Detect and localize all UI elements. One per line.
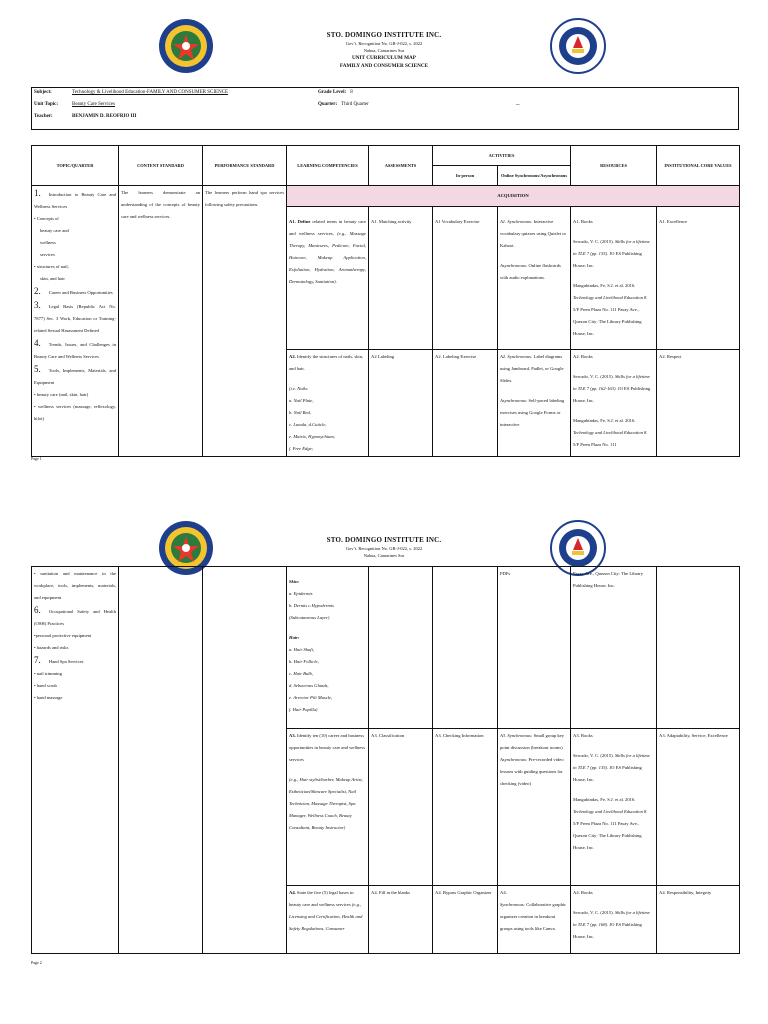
topic-item: Legal Basis (Republic Act No. 7877) Sec. 3 Work, Education or Training-related Sexual Harassment Defined [34, 304, 116, 333]
performance-standard-cell [203, 567, 287, 954]
resources-a2: A2. Books Sercado, V. C. (2015). Skills for a lifetime in TLE 7 (pp. 162-163). JO ES Publishing House, Inc. Mangubindas, Fe, S.J. et al. 2016. Technology and Livelihood Education 8. 5/F Prem Plaza No. 111 [571, 350, 657, 457]
acquisition-band: ACQUISITION [287, 186, 740, 207]
topic-item: • wellness services (massage, reflexology, hilot) [34, 404, 116, 421]
topic-label: Unit Topic: [34, 102, 59, 107]
grade-value: 8 [350, 90, 353, 95]
values-a2: A2. Respect [657, 350, 740, 457]
competency-a1: A1. Define related terms in beauty care and wellness services, (e.g., Massage Therapy, Manicures, Pedicure, Facial, Haircare, Makeup Application, Exfoliation, Hydration, Aromatherapy, Dermatology, Sanitation). [287, 207, 369, 350]
content-standard-cell [119, 567, 203, 954]
page-header [0, 31, 768, 69]
teacher-value: BENJAMIN D. REOFRIO III [72, 114, 137, 119]
topic-item: • hand scrub [34, 683, 57, 688]
page-header [0, 536, 768, 558]
inperson-a4: A4. Bypass Graphic Organizer [433, 886, 498, 954]
page-2 [0, 505, 768, 995]
grade-label: Grade Level: [318, 90, 347, 95]
topic-item: services [40, 252, 55, 257]
competency-a2: A2. Identify the structures of nails, skin, and hair. (i.e. Nails: a. Nail Plate, b. Nail Bed, c. Lunula, d.Cuticle, e. Matrix, Hyponychium, f. Free Edge; [287, 350, 369, 457]
resources-a4: A4. Books Sercado, V. C. (2015). Skills for a lifetime in TLE 7 (pp. 168). JO ES Publishing House, Inc. [571, 886, 657, 954]
assessment-a3: A3. Classification [369, 729, 433, 886]
assessment-a4: A4. Fill in the blanks [369, 886, 433, 954]
topic-item: • hand massage [34, 695, 63, 700]
topic-item: wellness [40, 240, 56, 245]
competency-a4: A4. State the five (5) legal bases in beauty care and wellness services (e.g., Licensing and Certification, Health and Safety Regulations, Consumer [287, 886, 369, 954]
values-a4: A4. Responsibility, Integrity [657, 886, 740, 954]
col-content-header: CONTENT STANDARD [119, 146, 203, 186]
curriculum-table-page2 [31, 566, 740, 954]
inperson-a3: A3. Checking Information [433, 729, 498, 886]
topic-item: • sanitation and maintenance in the workplace, tools, implements, materials, and equipment [34, 571, 116, 600]
values-a1: A1. Excellence [657, 207, 740, 350]
info-box [31, 87, 739, 130]
online-a1: A1. Synchronous: Interactive vocabulary quizzes using Quizlet or Kahoot. Asynchronous: Online flashcards with audio explanations. [498, 207, 571, 350]
topic-value: Beauty Care Services [72, 102, 116, 107]
assessment-a1: A1. Matching activity [369, 207, 433, 350]
col-resources-header: RESOURCES [571, 146, 657, 186]
performance-standard-cell: The learners perform hand spa services following safety precautions. [203, 186, 287, 457]
content-standard-cell: The learners demonstrate an understanding of the concepts of beauty care and wellness services. [119, 186, 203, 457]
school-name: STO. DOMINGO INSTITUTE INC. [326, 31, 442, 39]
topic-item: • beauty care (nail, skin, hair) [34, 392, 89, 397]
inperson-a2: A2. Labeling Exercise [433, 350, 498, 457]
online-a2: A2. Synchronous: Label diagrams using Jamboard, Padlet, or Google Slides. Asynchronous: Self-paced labeling exercises using Google Forms or interactive [498, 350, 571, 457]
topic-item: • structures of nail, [34, 264, 69, 269]
topic-item: beauty care and [40, 228, 69, 233]
topics-cell: • sanitation and maintenance in the workplace, tools, implements, materials, and equipment 6. Occupational Safety and Health (OSH) Practices •personal protective equipment • hazards and risks 7. Hand Spa Services • nail trimming • hand scrub • hand massage [32, 567, 119, 954]
document-title: UNIT CURRICULUM MAP [352, 55, 416, 61]
subject-value: Technology & Livelihood Education-FAMILY AND CONSUMER SCIENCE [72, 90, 229, 95]
online-a2-cont: PDFs [498, 567, 571, 729]
online-a4: A4. Synchronous: Collaborative graphic organizer creation in breakout groups using tools like Canva. [498, 886, 571, 954]
col-activities-header: ACTIVITIES [433, 146, 571, 166]
school-address: Nabua, Camarines Sur [363, 48, 405, 53]
topic-item: • hazards and risks [34, 645, 69, 650]
col-competencies-header: LEARNING COMPETENCIES [287, 146, 369, 186]
topics-cell: 1. Introduction to Beauty Care and Wellness Services • Concepts of beauty care and wellness services • structures of nail, skin, and hair 2. Career and Business Opportunities 3. Legal Basis (Republic Act No. 7877) Sec. 3 Work, Education or Training-related Sexual Harassment Defined 4. Trends, Issues, and Challenges in Beauty Care and Wellness Services 5. Tools, Implements, Materials, and Equipment • beauty care (nail, skin, hair) • wellness services (massage, reflexology, hilot) [32, 186, 119, 457]
school-name: STO. DOMINGO INSTITUTE INC. [326, 536, 442, 544]
school-address: Nabua, Camarines Sur [363, 553, 405, 558]
topic-item: Introduction to Beauty Care and Wellness Services [34, 192, 116, 209]
col-online-header: Online Synchronous/Asynchronous [498, 166, 571, 186]
col-assessments-header: ASSESSMENTS [369, 146, 433, 186]
inperson-a1: A1 Vocabulary Exercise [433, 207, 498, 350]
page-number: Page 1 [31, 456, 42, 461]
resources-a2-cont: Pasay Ave., Quezon City: The Library Publishing House, Inc. [571, 567, 657, 729]
curriculum-table-page1 [31, 145, 740, 457]
teacher-label: Teacher: [34, 114, 53, 119]
page-number: Page 2 [31, 960, 42, 965]
col-performance-header: PERFORMANCE STANDARD [203, 146, 287, 186]
recognition-number: Gov’t. Recognition No. GR-J-022, s. 2022 [345, 41, 423, 46]
competency-a3: A3. Identify ten (10) career and business opportunities in beauty care and wellness services (e.g., Hair stylist/barber, Makeup Artist, Esthetician/Skincare Specialist, Nail Technician, Massage Therapist, Spa Manager, Wellness Coach, Beauty Consultant, Beauty Instructor) [287, 729, 369, 886]
competency-a2-cont: Skin: a. Epidermis b. Dermis c.Hypodermis (Subcutaneous Layer) Hair: a. Hair Shaft, b. Hair Follicle, c. Hair Bulb, d. Sebaceous Glands, e. Arrector Pili Muscle, f. Hair Papilla) [287, 567, 369, 729]
topic-item: •personal protective equipment [34, 633, 92, 638]
inperson-a2-cont [433, 567, 498, 729]
col-topic-header: TOPIC/QUARTER [32, 146, 119, 186]
quarter-value: Third Quarter [341, 102, 369, 107]
topic-item: Hand Spa Services [48, 659, 84, 664]
topic-item: • nail trimming [34, 671, 62, 676]
resources-a3: A3. Books Sercado, V. C. (2015). Skills for a lifetime in TLE 7 (pp. 135). JO ES Publishing House, Inc. Mangubindas, Fe, S.J. et al. 2016. Technology and Livelihood Education 8. 5/F Prem Plaza No. 111 Pasay Ave., Quezon City: The Library Publishing House, Inc. [571, 729, 657, 886]
col-values-header: INSTITUTIONAL CORE VALUES [657, 146, 740, 186]
topic-item: Occupational Safety and Health (OSH) Practices [34, 609, 116, 626]
values-a2-cont [657, 567, 740, 729]
topic-item: Tools, Implements, Materials, and Equipment [34, 368, 116, 385]
recognition-number: Gov’t. Recognition No. GR-J-022, s. 2022 [345, 546, 423, 551]
assessment-a2-cont [369, 567, 433, 729]
resources-a1: A1. Books Sercado, V. C. (2015). Skills for a lifetime in TLE 7 (pp. 135). JO ES Publishing House, Inc. Mangubindas, Fe, S.J. et al. 2016. Technology and Livelihood Education 8. 5/F Prem Plaza No. 111 Pasay Ave., Quezon City: The Library Publishing House, Inc. [571, 207, 657, 350]
topic-item: skin, and hair [40, 276, 65, 281]
page-1 [0, 0, 768, 490]
subject-title: FAMILY AND CONSUMER SCIENCE [339, 63, 429, 69]
assessment-a2: A2 Labeling [369, 350, 433, 457]
values-a3: A3. Adaptability, Service, Excellence [657, 729, 740, 886]
topic-item: Career and Business Opportunities [48, 290, 113, 295]
online-a3: A3. Synchronous: Small group key point discussion (breakout rooms) Asynchronous: Pre-recorded video lessons with guiding questions for checking (video) [498, 729, 571, 886]
topic-item: Trends, Issues, and Challenges in Beauty Care and Wellness Services [34, 342, 116, 359]
underline-mark: _ [516, 98, 520, 106]
quarter-label: Quarter: [318, 102, 338, 107]
subject-label: Subject: [34, 90, 52, 95]
col-inperson-header: In-person [433, 166, 498, 186]
topic-item: • Concepts of [34, 216, 59, 221]
